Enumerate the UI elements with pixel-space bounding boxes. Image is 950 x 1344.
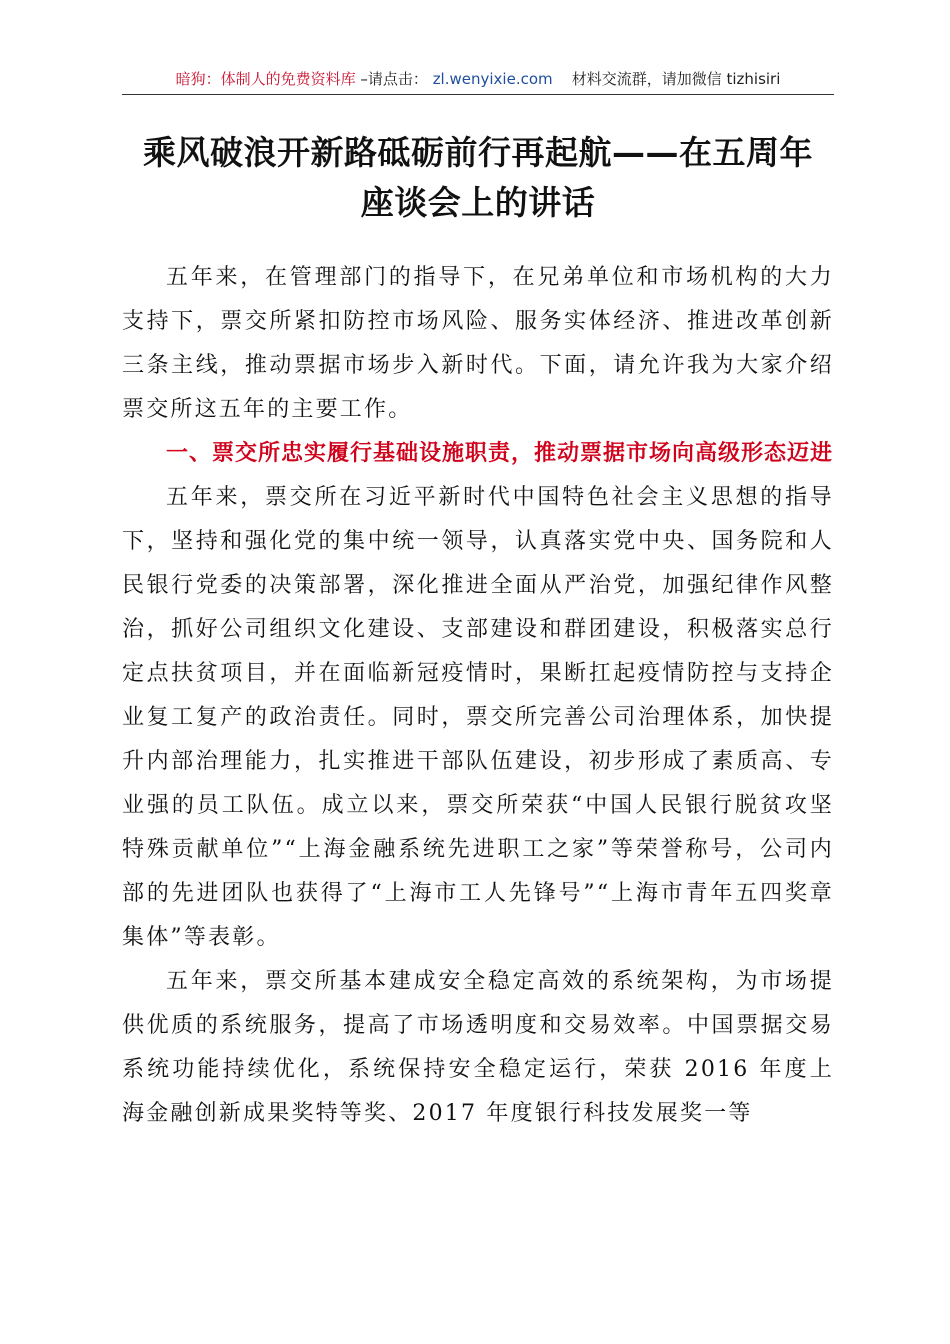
document-title bbox=[120, 128, 836, 228]
section-1-heading: 一、票交所忠实履行基础设施职责，推动票据市场向高级形态迈进 bbox=[166, 441, 834, 466]
header-site-name: 暗狗：体制人的免费资料库 bbox=[175, 70, 356, 88]
title-line-1: 乘风破浪开新路砥砺前行再起航——在五周年 bbox=[143, 133, 813, 172]
document-body bbox=[122, 256, 834, 1136]
title-line-2: 座谈会上的讲话 bbox=[360, 183, 596, 222]
paragraph-1: 五年来，票交所在习近平新时代中国特色社会主义思想的指导下，坚持和强化党的集中统一领导，认真落实党中央、国务院和人民银行党委的决策部署，深化推进全面从严治党，加强纪律作风整治，抓好公司组织文化建设、支部建设和群团建设，积极落实总行定点扶贫项目，并在面临新冠疫情时，果断扛起疫情防控与支持企业复工复产的政治责任。同时，票交所完善公司治理体系，加快提升内部治理能力，扎实推进干部队伍建设，初步形成了素质高、专业强的员工队伍。成立以来，票交所荣获“中国人民银行脱贫攻坚特殊贡献单位”“上海金融系统先进职工之家”等荣誉称号，公司内部的先进团队也获得了“上海市工人先锋号”“上海市青年五四奖章集体”等表彰。 bbox=[122, 485, 834, 950]
header-click-prompt: –请点击： bbox=[360, 70, 428, 88]
header-divider bbox=[122, 94, 834, 95]
header-link[interactable]: zl.wenyixie.com bbox=[432, 70, 553, 88]
header-wechat-note: 材料交流群，请加微信 tizhisiri bbox=[571, 70, 781, 88]
page-header bbox=[122, 68, 834, 90]
paragraph-2: 五年来，票交所基本建成安全稳定高效的系统架构，为市场提供优质的系统服务，提高了市场透明度和交易效率。中国票据交易系统功能持续优化，系统保持安全稳定运行，荣获 2016 年度上海金融创新成果奖特等奖、2017 年度银行科技发展奖一等 bbox=[122, 969, 834, 1126]
intro-paragraph: 五年来，在管理部门的指导下，在兄弟单位和市场机构的大力支持下，票交所紧扣防控市场风险、服务实体经济、推进改革创新三条主线，推动票据市场步入新时代。下面，请允许我为大家介绍票交所这五年的主要工作。 bbox=[122, 265, 834, 422]
